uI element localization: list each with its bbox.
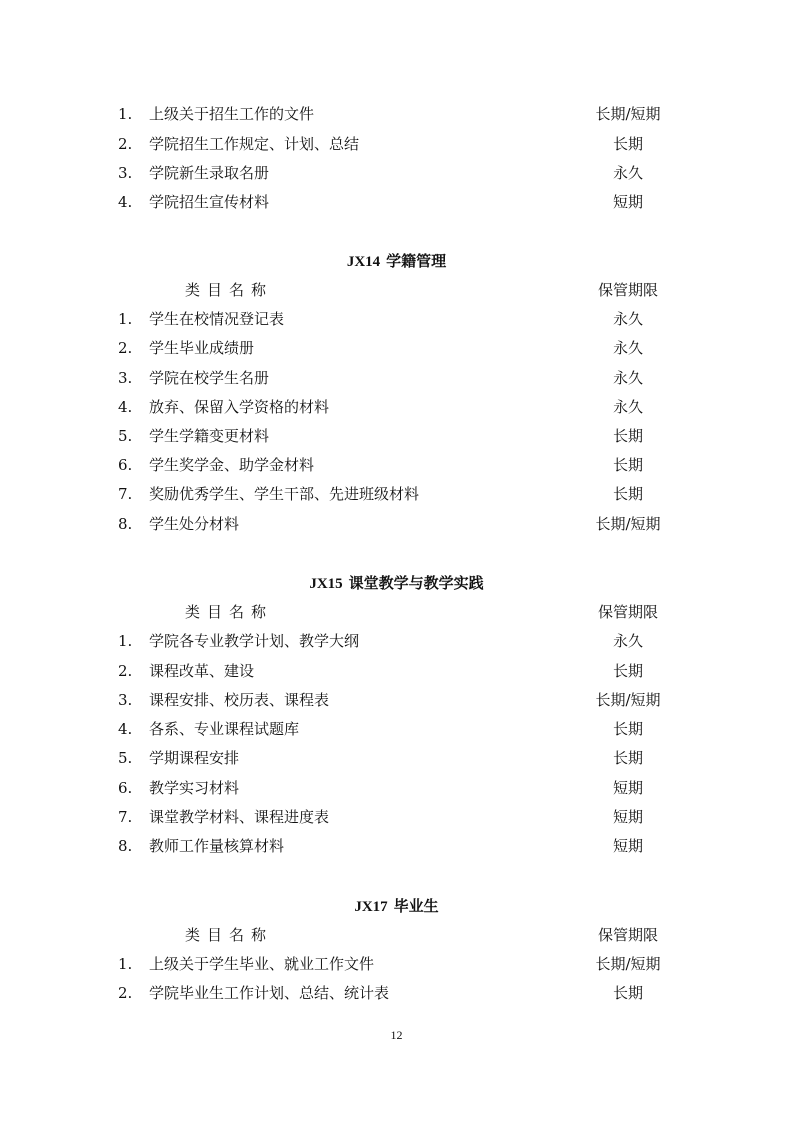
- item-number: 8.: [118, 837, 133, 855]
- list-item: [0, 774, 793, 802]
- item-retention: 长期: [612, 427, 643, 445]
- item-retention: 长期: [612, 749, 643, 767]
- item-retention: 短期: [612, 808, 643, 826]
- list-item: [0, 188, 793, 216]
- item-name: 学生奖学金、助学金材料: [149, 456, 315, 474]
- table-header: [0, 276, 793, 304]
- list-item: [0, 715, 793, 743]
- item-retention: 长期/短期: [595, 955, 661, 973]
- item-number: 1.: [118, 955, 133, 973]
- list-item: [0, 305, 793, 333]
- item-name: 课堂教学材料、课程进度表: [149, 808, 330, 826]
- list-item: [0, 657, 793, 685]
- item-name: 学院招生宣传材料: [149, 193, 270, 211]
- item-number: 1.: [118, 105, 133, 123]
- list-item: [0, 159, 793, 187]
- list-item: [0, 100, 793, 128]
- page-number: 12: [390, 1028, 403, 1042]
- item-number: 5.: [118, 427, 133, 445]
- section-code: JX14: [346, 254, 381, 270]
- item-retention: 短期: [612, 779, 643, 797]
- item-number: 5.: [118, 749, 133, 767]
- item-retention: 长期/短期: [595, 515, 661, 533]
- item-retention: 永久: [612, 369, 643, 387]
- table-header: [0, 598, 793, 626]
- list-item: [0, 130, 793, 158]
- header-retention-period: 保管期限: [597, 603, 658, 621]
- section-code: JX15: [309, 576, 343, 592]
- item-number: 6.: [118, 779, 133, 797]
- item-number: 3.: [118, 369, 133, 387]
- item-retention: 永久: [612, 339, 643, 357]
- section-title: [0, 569, 793, 598]
- item-number: 2.: [118, 662, 133, 680]
- item-retention: 长期: [612, 984, 643, 1002]
- item-name: 学期课程安排: [149, 749, 240, 767]
- item-retention: 长期: [612, 456, 643, 474]
- item-name: 各系、专业课程试题库: [149, 720, 300, 738]
- section-name: 毕业生: [393, 897, 439, 915]
- item-number: 7.: [118, 808, 133, 826]
- item-retention: 长期: [612, 662, 643, 680]
- item-number: 1.: [118, 632, 133, 650]
- item-number: 4.: [118, 720, 133, 738]
- item-name: 教学实习材料: [149, 779, 240, 797]
- section-code: JX17: [354, 899, 388, 915]
- item-number: 2.: [118, 135, 133, 153]
- item-retention: 永久: [612, 164, 643, 182]
- list-item: [0, 422, 793, 450]
- item-retention: 永久: [612, 310, 643, 328]
- item-name: 放弃、保留入学资格的材料: [149, 398, 330, 416]
- header-category-name: 类目名称: [185, 603, 274, 621]
- item-name: 奖励优秀学生、学生干部、先进班级材料: [149, 485, 420, 503]
- list-item: [0, 393, 793, 421]
- item-retention: 长期: [612, 720, 643, 738]
- item-retention: 长期/短期: [595, 105, 661, 123]
- list-item: [0, 627, 793, 655]
- item-retention: 永久: [612, 398, 643, 416]
- list-item: [0, 510, 793, 538]
- item-name: 学院各专业教学计划、教学大纲: [149, 632, 360, 650]
- header-category-name: 类目名称: [185, 281, 274, 299]
- item-number: 7.: [118, 485, 133, 503]
- item-number: 8.: [118, 515, 133, 533]
- item-retention: 长期: [612, 485, 643, 503]
- item-number: 6.: [118, 456, 133, 474]
- section-title: [0, 247, 793, 276]
- item-name: 上级关于招生工作的文件: [149, 105, 315, 123]
- header-category-name: 类目名称: [185, 926, 274, 944]
- list-item: [0, 950, 793, 978]
- list-item: [0, 803, 793, 831]
- item-name: 学生毕业成绩册: [149, 339, 255, 357]
- list-item: [0, 744, 793, 772]
- item-retention: 永久: [612, 632, 643, 650]
- list-item: [0, 364, 793, 392]
- section-title: [0, 892, 793, 921]
- item-retention: 短期: [612, 837, 643, 855]
- section-name: 课堂教学与教学实践: [348, 574, 484, 592]
- item-name: 学生学籍变更材料: [149, 427, 270, 445]
- item-retention: 长期/短期: [595, 691, 661, 709]
- header-retention-period: 保管期限: [597, 281, 658, 299]
- item-name: 学生处分材料: [149, 515, 240, 533]
- item-name: 学生在校情况登记表: [149, 310, 285, 328]
- section-name: 学籍管理: [386, 252, 447, 270]
- list-item: [0, 451, 793, 479]
- item-name: 学院在校学生名册: [149, 369, 270, 387]
- item-number: 1.: [118, 310, 133, 328]
- item-name: 学院新生录取名册: [149, 164, 270, 182]
- item-name: 学院毕业生工作计划、总结、统计表: [149, 984, 390, 1002]
- item-name: 学院招生工作规定、计划、总结: [149, 135, 360, 153]
- item-number: 3.: [118, 164, 133, 182]
- item-number: 3.: [118, 691, 133, 709]
- item-name: 上级关于学生毕业、就业工作文件: [149, 955, 375, 973]
- list-item: [0, 979, 793, 1007]
- list-item: [0, 334, 793, 362]
- item-retention: 长期: [612, 135, 643, 153]
- item-number: 2.: [118, 984, 133, 1002]
- item-name: 课程改革、建设: [149, 662, 255, 680]
- item-name: 课程安排、校历表、课程表: [149, 691, 330, 709]
- table-header: [0, 921, 793, 949]
- list-item: [0, 832, 793, 860]
- list-item: [0, 480, 793, 508]
- item-number: 2.: [118, 339, 133, 357]
- list-item: [0, 686, 793, 714]
- header-retention-period: 保管期限: [597, 926, 658, 944]
- item-name: 教师工作量核算材料: [149, 837, 285, 855]
- item-retention: 短期: [612, 193, 643, 211]
- item-number: 4.: [118, 193, 133, 211]
- item-number: 4.: [118, 398, 133, 416]
